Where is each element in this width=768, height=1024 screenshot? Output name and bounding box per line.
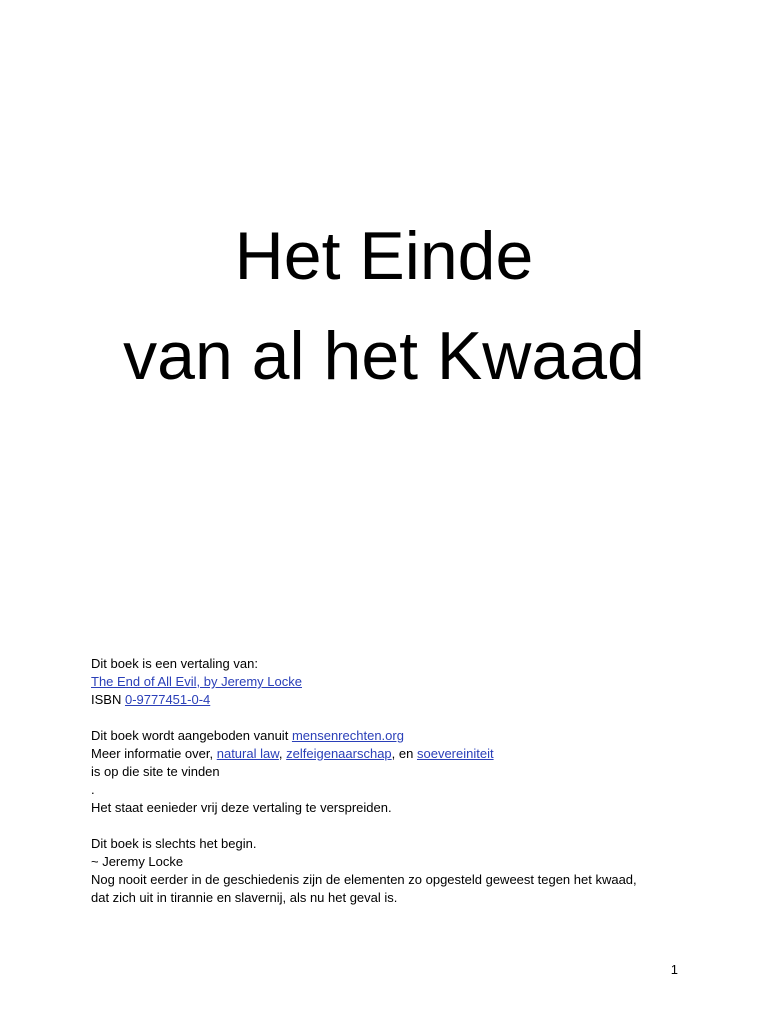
offered-from-text: Dit boek wordt aangeboden vanuit bbox=[91, 728, 289, 743]
self-ownership-link[interactable]: zelfeigenaarschap bbox=[286, 746, 392, 761]
comma-separator: , bbox=[278, 746, 283, 761]
translation-of-text: Dit boek is een vertaling van: bbox=[91, 656, 258, 671]
page-number: 1 bbox=[670, 962, 678, 977]
book-title-line-2: van al het Kwaad bbox=[123, 318, 645, 394]
quote-line-2: dat zich uit in tirannie en slavernij, als nu het geval is. bbox=[91, 890, 398, 905]
natural-law-link[interactable]: natural law bbox=[216, 746, 279, 761]
on-site-text: is op die site te vinden bbox=[91, 764, 220, 779]
and-separator: , en bbox=[391, 746, 414, 761]
isbn-label: ISBN bbox=[91, 692, 122, 707]
more-info-text: Meer informatie over, bbox=[91, 746, 214, 761]
dot-line: . bbox=[91, 782, 95, 797]
mensenrechten-link[interactable]: mensenrechten.org bbox=[291, 728, 404, 743]
book-title-line-1: Het Einde bbox=[234, 218, 534, 294]
sovereignty-link[interactable]: soevereiniteit bbox=[416, 746, 494, 761]
quote-line-1: Nog nooit eerder in de geschiedenis zijn de elementen zo opgesteld geweest tegen het kwaad, bbox=[91, 872, 637, 887]
signature-text: ~ Jeremy Locke bbox=[91, 854, 184, 869]
beginning-text: Dit boek is slechts het begin. bbox=[91, 836, 257, 851]
license-text: Het staat eenieder vrij deze vertaling te verspreiden. bbox=[91, 800, 392, 815]
original-title-link[interactable]: The End of All Evil, by Jeremy Locke bbox=[91, 674, 302, 689]
front-matter-text bbox=[91, 655, 691, 907]
isbn-link[interactable]: 0-9777451-0-4 bbox=[124, 692, 211, 707]
